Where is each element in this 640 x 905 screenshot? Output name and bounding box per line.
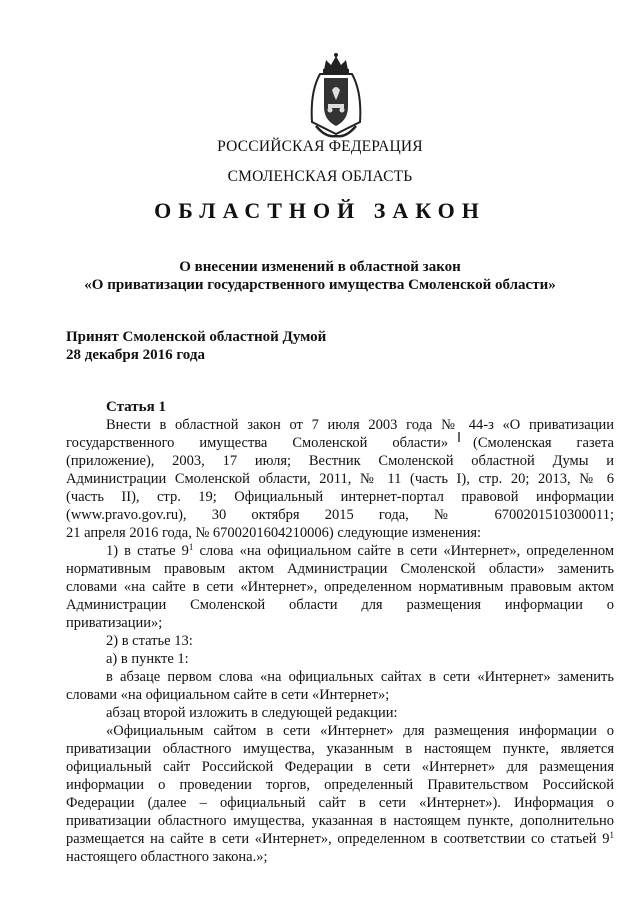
- body-line: официальный сайт Российской Федерации в сети «Интернет» для размещения: [66, 759, 614, 775]
- body-line: Внести в областной закон от 7 июля 2003 года № 44-з «О приватизации: [106, 417, 614, 433]
- body-line: (www.pravo.gov.ru), 30 октября 2015 года, № 6700201510300011;: [66, 507, 614, 523]
- body-line: (часть II), стр. 19; Официальный интернет-портал правовой информации: [66, 489, 614, 505]
- body-line: Администрации Смоленской области, 2011, № 11 (часть I), стр. 20; 2013, № 6: [66, 471, 614, 487]
- region-name: СМОЛЕНСКАЯ ОБЛАСТЬ: [227, 168, 413, 185]
- country-name: РОССИЙСКАЯ ФЕДЕРАЦИЯ: [217, 138, 423, 155]
- body-line: «Официальным сайтом в сети «Интернет» для размещения информации о: [106, 723, 614, 739]
- body-line-part: 1) в статье 9: [106, 543, 189, 559]
- subject-line-2: «О приватизации государственного имущества Смоленской области»: [84, 277, 556, 293]
- body-line: приватизации областного имущества, указанным в настоящем пункте, является: [66, 741, 614, 757]
- body-line: словами «на официальном сайте в сети «Интернет»;: [66, 687, 390, 703]
- body-line: Федерации (далее – официальный сайт в сети «Интернет»). Информация о: [66, 795, 614, 811]
- body-line: государственного имущества Смоленской области» (Смоленская газета: [66, 435, 614, 451]
- body-line: а) в пункте 1:: [106, 651, 189, 667]
- subject-line-1: О внесении изменений в областной закон: [179, 259, 461, 275]
- body-line-part: слова «на официальном сайте в сети «Интернет», определенном: [193, 543, 614, 559]
- body-line-part: размещается на сайте в сети «Интернет», определенном в соответствии со статьей 9: [66, 831, 610, 847]
- body-line: приватизации областного имущества, указанная в настоящем пункте, дополнительно: [66, 813, 614, 829]
- superscript: 1: [188, 542, 194, 552]
- body-line: Администрации Смоленской области для размещения информации о: [66, 597, 614, 613]
- body-line: (приложение), 2003, 17 июля; Вестник Смоленской областной Думы и: [66, 453, 614, 469]
- body-line: [66, 831, 614, 848]
- adoption-line-1: Принят Смоленской областной Думой: [66, 329, 327, 345]
- body-line: в абзаце первом слова «на официальных сайтах в сети «Интернет» заменить: [106, 669, 614, 685]
- smolensk-coat-of-arms-icon: [302, 52, 370, 142]
- body-line: информации о проведении торгов, определенный Правительством Российской: [66, 777, 614, 793]
- body-line: приватизации»;: [66, 615, 163, 631]
- body-line: нормативным правовым актом Администрации Смоленской области» заменить: [66, 561, 614, 577]
- body-line: словами «на сайте в сети «Интернет», определенном нормативным правовым актом: [66, 579, 614, 595]
- body-line: 21 апреля 2016 года, № 6700201604210006) следующие изменения:: [66, 525, 482, 541]
- article-title: Статья 1: [106, 399, 166, 415]
- document-type-title: ОБЛАСТНОЙ ЗАКОН: [154, 198, 486, 223]
- body-line: настоящего областного закона.»;: [66, 849, 268, 865]
- adoption-date: 28 декабря 2016 года: [66, 347, 205, 363]
- body-line: [106, 543, 614, 560]
- superscript: 1: [609, 830, 614, 840]
- body-line: 2) в статье 13:: [106, 633, 193, 649]
- body-line: абзац второй изложить в следующей редакции:: [106, 705, 398, 721]
